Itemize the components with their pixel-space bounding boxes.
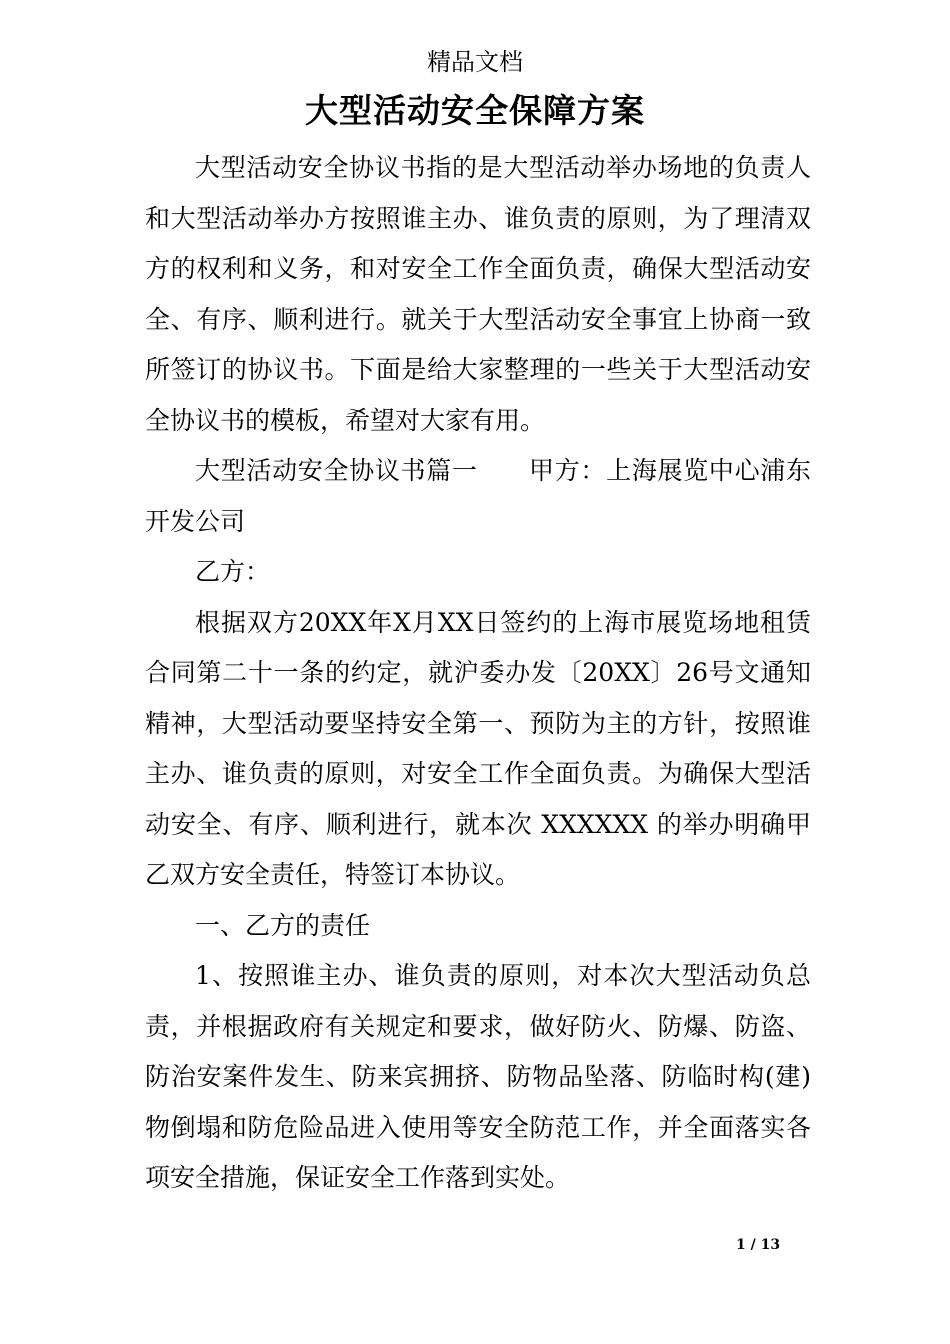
paragraph-clause-1: 1、按照谁主办、谁负责的原则，对本次大型活动负总责，并根据政府有关规定和要求，做好防火、防爆、防盗、防治安案件发生、防来宾拥挤、防物品坠落、防临时构(建)物倒塌和防危险品进入使用等安全防范工作，并全面落实各项安全措施，保证安全工作落到实处。 <box>145 961 811 1192</box>
document-title: 大型活动安全保障方案 <box>305 91 645 130</box>
paragraph-agreement-basis: 根据双方20XX年X月XX日签约的上海市展览场地租赁合同第二十一条的约定，就沪委办发〔20XX〕26号文通知精神，大型活动要坚持安全第一、预防为主的方针，按照谁主办、谁负责的原则，对安全工作全面负责。为确保大型活动安全、有序、顺利进行，就本次 XXXXXX 的举办明确甲乙双方安全责任，特签订本协议。 <box>145 607 811 889</box>
paragraph-intro: 大型活动安全协议书指的是大型活动举办场地的负责人和大型活动举办方按照谁主办、谁负责的原则，为了理清双方的权利和义务，和对安全工作全面负责，确保大型活动安全、有序、顺利进行。就关于大型活动安全事宜上协商一致所签订的协议书。下面是给大家整理的一些关于大型活动安全协议书的模板，希望对大家有用。 <box>145 153 811 435</box>
paragraph-party-a: 大型活动安全协议书篇一 甲方：上海展览中心浦东开发公司 <box>145 456 811 536</box>
document-body <box>145 143 811 1204</box>
page-header-label: 精品文档 <box>427 48 523 76</box>
section-heading-party-b-responsibility: 一、乙方的责任 <box>195 910 371 940</box>
paragraph-party-b: 乙方： <box>195 557 271 586</box>
page-number: 1 / 13 <box>736 1237 781 1253</box>
